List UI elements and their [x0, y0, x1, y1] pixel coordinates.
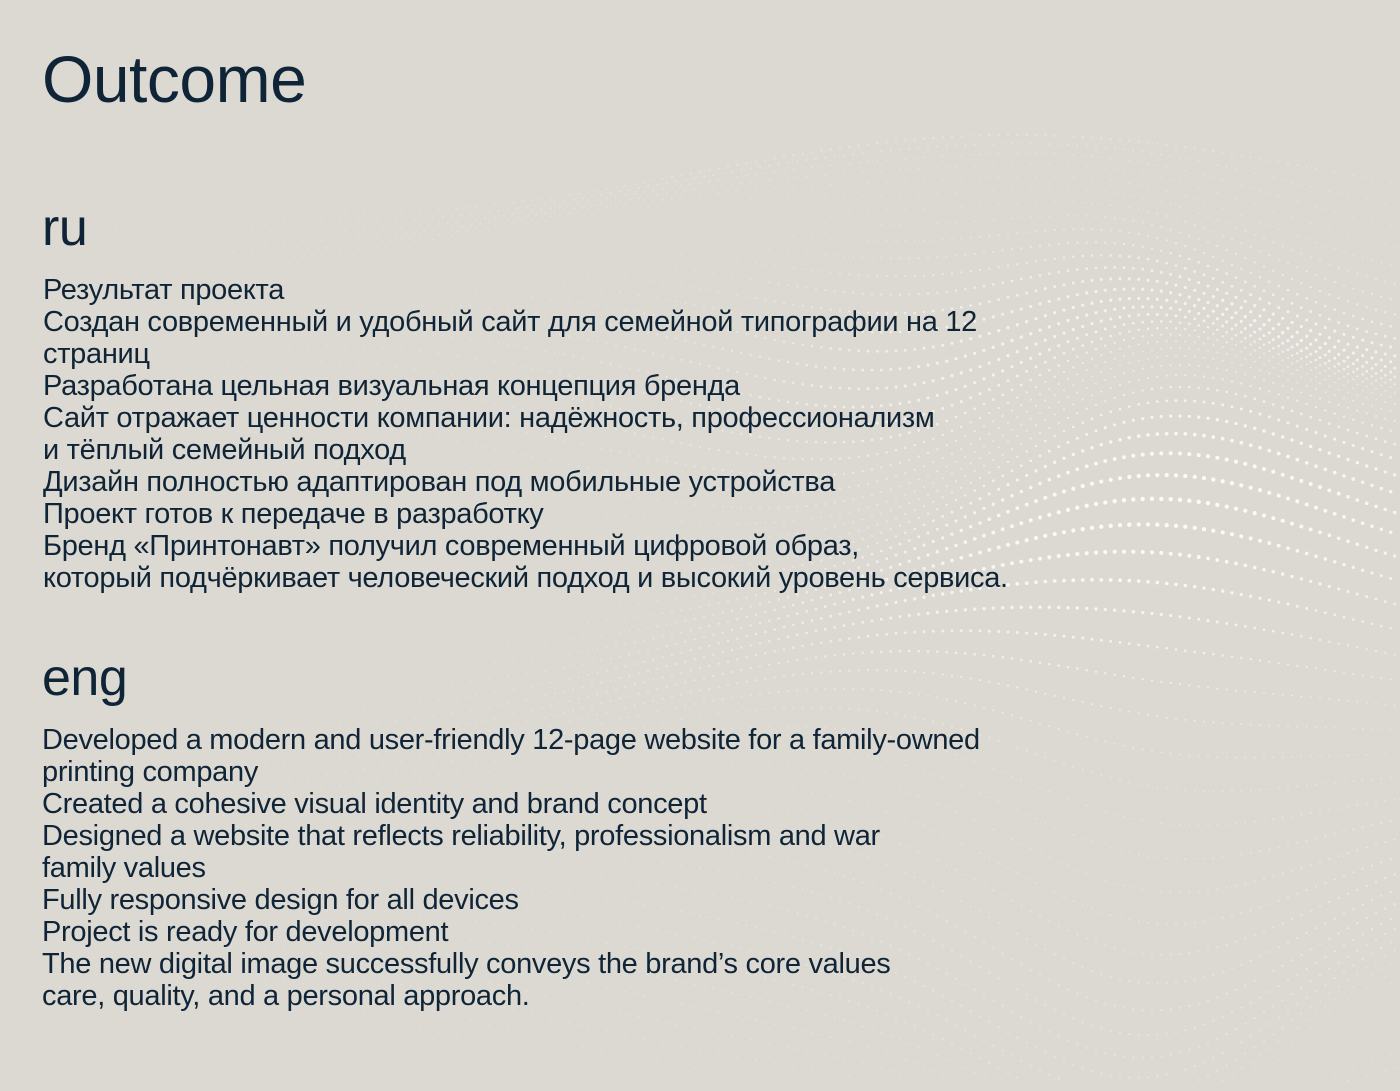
ru-line: Бренд «Принтонавт» получил современный цифровой образ, [43, 530, 859, 562]
eng-line: Project is ready for development [42, 916, 449, 948]
eng-text-block [42, 724, 980, 1012]
eng-line: printing company [42, 756, 259, 788]
ru-text-block [43, 274, 1008, 594]
ru-line: Дизайн полностью адаптирован под мобильные устройства [43, 466, 836, 498]
eng-line: care, quality, and a personal approach. [42, 980, 530, 1012]
section-heading-eng: eng [42, 649, 128, 707]
ru-line: Результат проекта [43, 274, 285, 306]
ru-line: страниц [43, 338, 150, 370]
eng-line: Fully responsive design for all devices [42, 884, 519, 916]
ru-line: Разработана цельная визуальная концепция бренда [43, 370, 740, 402]
ru-line: который подчёркивает человеческий подход и высокий уровень сервиса. [43, 562, 1008, 594]
eng-line: family values [42, 852, 206, 884]
eng-line: Developed a modern and user-friendly 12-page website for a family-owned [42, 724, 980, 756]
ru-line: Проект готов к передаче в разработку [43, 498, 544, 530]
eng-line: Created a cohesive visual identity and brand concept [42, 788, 707, 820]
ru-line: Сайт отражает ценности компании: надёжность, профессионализм [43, 402, 935, 434]
section-heading-ru: ru [42, 199, 88, 257]
page-title: Outcome [42, 42, 307, 116]
eng-line: The new digital image successfully conveys the brand’s core values [42, 948, 891, 980]
ru-line: и тёплый семейный подход [43, 434, 406, 466]
eng-line: Designed a website that reflects reliability, professionalism and war [42, 820, 880, 852]
ru-line: Создан современный и удобный сайт для семейной типографии на 12 [43, 306, 977, 338]
